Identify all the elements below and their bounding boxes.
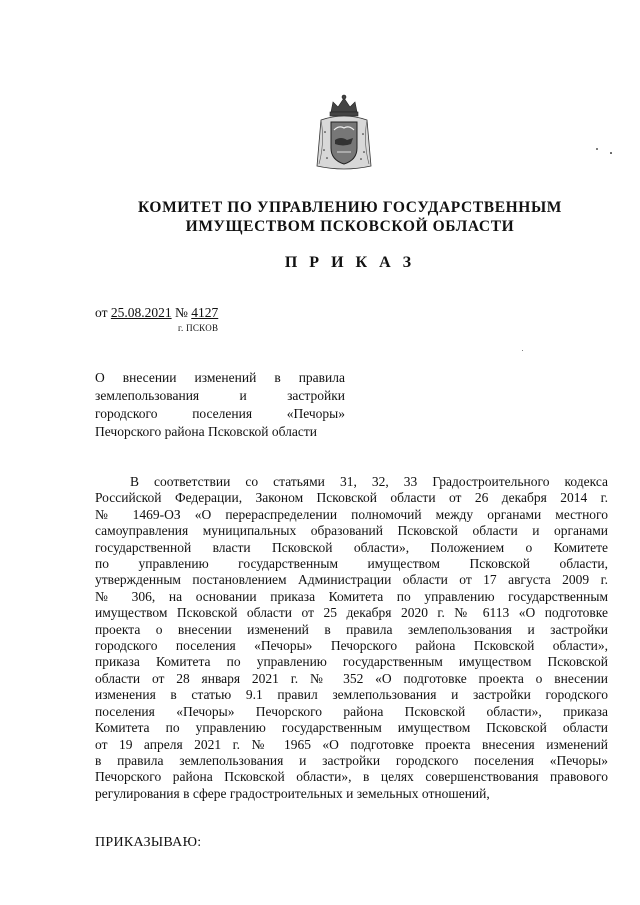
scan-speck (522, 350, 523, 351)
body-line: области от 28 января 2021 г. № 352 «О подготовке проекта о внесении (95, 670, 608, 686)
order-body-text (95, 474, 608, 802)
body-line: приказа Комитета по управлению государственным имуществом Псковской (95, 654, 608, 670)
body-line: изменения в статью 9.1 правил землепользования и застройки городского (95, 687, 608, 703)
body-line: государственной власти Псковской области», Положением о Комитете (95, 539, 608, 555)
committee-name-line-1: КОМИТЕТ ПО УПРАВЛЕНИЮ ГОСУДАРСТВЕННЫМ (137, 199, 563, 216)
date-number-line (95, 305, 218, 321)
body-line: Печорского района Псковской области», в целях совершенствования правового (95, 769, 608, 785)
body-line: по управлению государственным имуществом Псковской области, (95, 556, 608, 572)
subject-line: землепользования и застройки (95, 388, 345, 403)
number-sign: № (174, 305, 188, 320)
city-label: г. ПСКОВ (178, 323, 219, 333)
body-line: Российской Федерации, Законом Псковской области от 26 декабря 2014 г. (95, 490, 608, 506)
subject-line: О внесении изменений в правила (95, 370, 345, 385)
body-line: проекта о внесении изменений в правила землепользования и застройки (95, 621, 608, 637)
order-date: 25.08.2021 (110, 305, 172, 320)
body-line: городского поселения «Печоры» Печорского района Псковской области», (95, 638, 608, 654)
subject-line: Печорского района Псковской области (95, 424, 317, 439)
order-subject (95, 369, 345, 441)
body-line: имуществом Псковской области от 25 декабря 2020 г. № 6113 «О подготовке (95, 605, 608, 621)
body-line: № 306, на основании приказа Комитета по управлению государственным (95, 588, 608, 604)
body-line: утвержденным постановлением Администрации области от 17 августа 2009 г. (95, 572, 608, 588)
subject-line: городского поселения «Печоры» (95, 406, 345, 421)
body-line: В соответствии со статьями 31, 32, 33 Градостроительного кодекса (130, 474, 608, 489)
body-line: самоуправления муниципальных образований Псковской области и органами (95, 523, 608, 539)
document-type-title: П Р И К А З (284, 254, 416, 271)
body-line: № 1469-ОЗ «О перераспределении полномочий между органами местного (95, 506, 608, 522)
scan-speck (596, 148, 598, 150)
body-line: от 19 апреля 2021 г. № 1965 «О подготовке проекта внесения изменений (95, 736, 608, 752)
coat-of-arms-emblem (313, 92, 375, 174)
body-line: регулирования в сфере градостроительных и земельных отношений, (95, 785, 490, 801)
order-number: 4127 (191, 305, 219, 320)
scan-speck (610, 152, 612, 154)
body-line: поселения «Печоры» Печорского района Псковской области», приказа (95, 703, 608, 719)
date-prefix: от (95, 305, 108, 320)
body-line: в правила землепользования и застройки городского поселения «Печоры» (95, 752, 608, 768)
committee-name-line-2: ИМУЩЕСТВОМ ПСКОВСКОЙ ОБЛАСТИ (185, 218, 515, 235)
order-directive-word: ПРИКАЗЫВАЮ: (95, 835, 202, 850)
body-line: Комитета по управлению государственным имуществом Псковской области (95, 720, 608, 736)
